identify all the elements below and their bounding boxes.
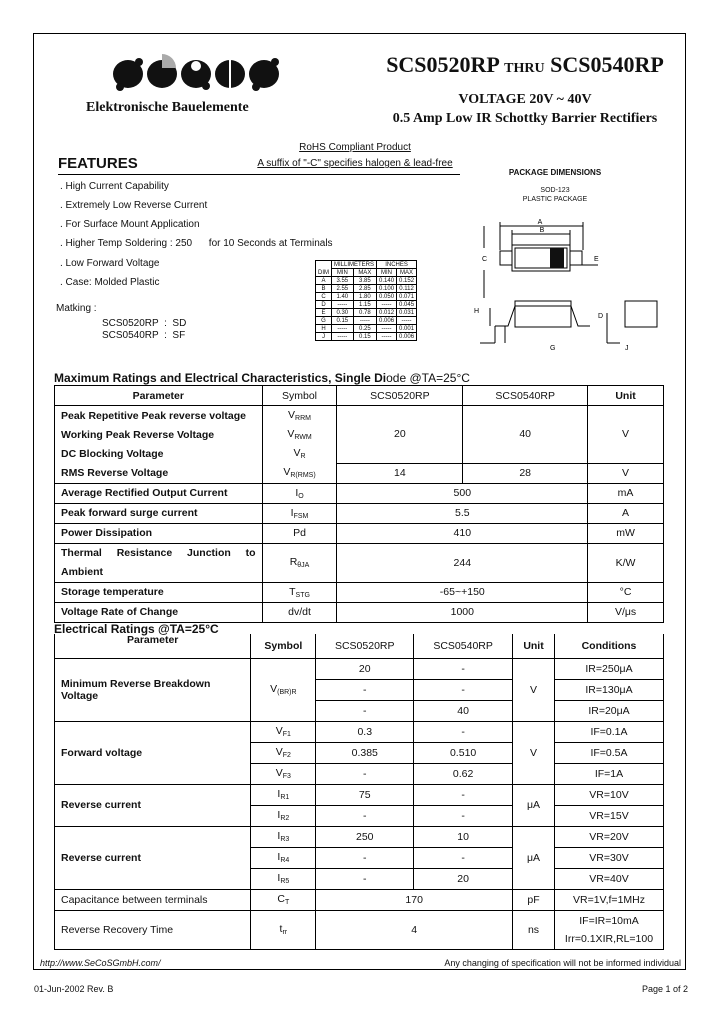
dim-label-c: C [482, 256, 488, 263]
dim-row [316, 277, 417, 285]
table-row [55, 602, 664, 622]
dim-cell: 0.25 [353, 325, 376, 333]
dim-cell: 0.112 [397, 285, 417, 293]
unit-cell: mW [588, 523, 664, 543]
dim-cell: D [316, 301, 332, 309]
table-row [55, 543, 664, 582]
value-cell: -65~+150 [337, 582, 588, 602]
dim-cell: ----- [332, 333, 354, 341]
value-cell: 500 [337, 483, 588, 503]
title-part2: SCS0540RP [550, 52, 664, 77]
voltage-range: VOLTAGE 20V ~ 40V [458, 92, 592, 107]
header-symbol: Symbol [251, 634, 316, 658]
value-cell: 244 [337, 543, 588, 582]
condition-line: Irr=0.1XIR,RL=100 [564, 932, 654, 945]
package-type-label: SOD-123 [540, 187, 570, 194]
header-parameter: Parameter [55, 634, 251, 658]
value-scs0520rp: - [316, 700, 414, 721]
dim-cell: A [316, 277, 332, 285]
parameter-cell: Peak forward surge current [55, 503, 263, 523]
unit-cell: V [513, 658, 555, 721]
symbol-cell: $V_{RWM}$ [262, 425, 337, 444]
dim-cell: 1.15 [353, 301, 376, 309]
symbol-cell: dv/dt [262, 602, 337, 622]
dim-cell: 0.15 [332, 317, 354, 325]
table-row [55, 523, 664, 543]
dim-cell: ----- [397, 317, 417, 325]
value-scs0520rp: 0.3 [316, 721, 414, 742]
rohs-note: RoHS Compliant Product [299, 142, 411, 153]
parameter-cell: Storage temperature [55, 582, 263, 602]
conditions-cell: VR=40V [555, 868, 664, 889]
dim-cell: 3.55 [332, 277, 354, 285]
symbol-cell: $I_{FSM}$ [262, 503, 337, 523]
dim-row [316, 325, 417, 333]
package-heading: PACKAGE DIMENSIONS [508, 168, 602, 177]
dim-cell: 0.152 [397, 277, 417, 285]
parameter-cell: Forward voltage [55, 721, 251, 784]
col-header: MIN [332, 269, 354, 277]
col-header: MAX [353, 269, 376, 277]
value-scs0540rp: 10 [414, 826, 513, 847]
max-ratings-heading [54, 371, 470, 385]
dim-cell: 0.30 [332, 309, 354, 317]
value-scs0540rp: - [414, 658, 513, 679]
conditions-cell: VR=10V [555, 784, 664, 805]
dim-cell: 0.78 [353, 309, 376, 317]
symbol-cell: $I_{R5}$ [251, 868, 316, 889]
dim-row [316, 309, 417, 317]
table-row [55, 889, 664, 910]
value-scs0540rp: - [414, 847, 513, 868]
dim-cell: ----- [332, 325, 354, 333]
dim-cell: 0.031 [397, 309, 417, 317]
value-scs0520rp: - [316, 763, 414, 784]
dim-cell: 0.15 [353, 333, 376, 341]
value-scs0540rp: 0.510 [414, 742, 513, 763]
dim-label-j: J [625, 345, 629, 352]
header-parameter: Parameter [55, 386, 263, 406]
unit-cell: °C [588, 582, 664, 602]
parameter-cell: Power Dissipation [55, 523, 263, 543]
symbol-cell: Pd [262, 523, 337, 543]
value-cell: 4 [316, 910, 513, 949]
max-ratings-heading-tail: ode @TA=25°C [386, 371, 470, 385]
value-cell: 5.5 [337, 503, 588, 523]
symbol-cell: $I_{R2}$ [251, 805, 316, 826]
website-link[interactable]: http://www.SeCoSGmbH.com/ [40, 958, 161, 968]
parameter-cell: DC Blocking Voltage [55, 444, 263, 463]
conditions-cell: IR=250μA [555, 658, 664, 679]
elec-ratings-heading: Electrical Ratings @TA=25°C [54, 622, 219, 636]
value-scs0520rp: - [316, 868, 414, 889]
symbol-cell: $R_{\theta JA}$ [262, 543, 337, 582]
parameter-cell: Average Rectified Output Current [55, 483, 263, 503]
parameter-cell: Peak Repetitive Peak reverse voltage [55, 406, 263, 426]
symbol-cell: $V_{F1}$ [251, 721, 316, 742]
feature-item: . Case: Molded Plastic [60, 277, 160, 288]
dim-header: DIM [316, 261, 332, 277]
page-number: Page 1 of 2 [641, 984, 688, 994]
unit-cell: K/W [588, 543, 664, 582]
value-cell: 410 [337, 523, 588, 543]
header-scs0540rp: SCS0540RP [414, 634, 513, 658]
symbol-cell: $I_O$ [262, 483, 337, 503]
header-scs0520rp: SCS0520RP [337, 386, 463, 406]
dim-cell: 0.100 [377, 285, 397, 293]
table-row [55, 721, 664, 742]
dim-cell: G [316, 317, 332, 325]
dim-cell: E [316, 309, 332, 317]
parameter-cell: Voltage Rate of Change [55, 602, 263, 622]
feature-item: . High Current Capability [60, 181, 169, 192]
page-title [375, 52, 675, 78]
marking-item: SCS0540RP : SF [102, 330, 186, 341]
package-drawing [470, 218, 670, 358]
dim-row [316, 317, 417, 325]
table-row [55, 406, 664, 426]
parameter-cell: Thermal Resistance Junction to Ambient [55, 543, 263, 582]
secos-logo [112, 52, 282, 94]
dim-label-b: B [539, 227, 545, 234]
dim-label-g: G [550, 345, 556, 352]
package-material-label: PLASTIC PACKAGE [522, 196, 588, 203]
dim-cell: ----- [377, 325, 397, 333]
marking-item: SCS0520RP : SD [102, 318, 187, 329]
col-header: MAX [397, 269, 417, 277]
dimension-table [315, 260, 417, 341]
symbol-cell: $V_R$ [262, 444, 337, 463]
unit-cell: μA [513, 784, 555, 826]
symbol-cell: $V_{R(RMS)}$ [262, 463, 337, 483]
dim-cell: 0.006 [377, 317, 397, 325]
symbol-cell: $V_{F3}$ [251, 763, 316, 784]
value-scs0520rp: 20 [337, 406, 463, 464]
symbol-cell: $V_{RRM}$ [262, 406, 337, 426]
dim-cell: C [316, 293, 332, 301]
conditions-cell: VR=30V [555, 847, 664, 868]
elec-ratings-table [54, 634, 664, 950]
unit-cell: μA [513, 826, 555, 889]
value-scs0540rp: 28 [463, 463, 588, 483]
dim-cell: J [316, 333, 332, 341]
dim-cell: 1.80 [353, 293, 376, 301]
header-unit: Unit [513, 634, 555, 658]
value-scs0540rp: 20 [414, 868, 513, 889]
symbol-cell: $I_{R3}$ [251, 826, 316, 847]
features-heading: FEATURES [58, 155, 138, 172]
value-scs0520rp: - [316, 805, 414, 826]
parameter-cell: RMS Reverse Voltage [55, 463, 263, 483]
value-scs0520rp: - [316, 847, 414, 868]
suffix-note: A suffix of "-C" specifies halogen & lead-free [257, 158, 453, 169]
table-row [55, 910, 664, 949]
value-scs0540rp: 0.62 [414, 763, 513, 784]
dim-row [316, 333, 417, 341]
symbol-cell: $I_{R1}$ [251, 784, 316, 805]
symbol-cell: $C_T$ [251, 889, 316, 910]
value-scs0540rp: - [414, 784, 513, 805]
feature-item: . Low Forward Voltage [60, 258, 160, 269]
conditions-cell: IR=20μA [555, 700, 664, 721]
dim-cell: 3.85 [353, 277, 376, 285]
value-scs0540rp: 40 [414, 700, 513, 721]
value-cell: 170 [316, 889, 513, 910]
header-scs0520rp: SCS0520RP [316, 634, 414, 658]
table-row [55, 784, 664, 805]
unit-cell: A [588, 503, 664, 523]
col-header: MIN [377, 269, 397, 277]
conditions-cell: IF=0.5A [555, 742, 664, 763]
dim-cell: ----- [377, 301, 397, 309]
unit-cell: pF [513, 889, 555, 910]
symbol-cell: $t_{rr}$ [251, 910, 316, 949]
value-scs0540rp: - [414, 721, 513, 742]
mm-header: MILLIMETERS [332, 261, 377, 269]
dim-label-e: E [594, 256, 599, 263]
condition-line: IF=IR=10mA [579, 914, 639, 927]
dim-cell: 2.85 [353, 285, 376, 293]
product-subtitle: 0.5 Amp Low IR Schottky Barrier Rectifiers [392, 111, 658, 126]
spec-notice: Any changing of specification will not be informed individual [444, 958, 681, 968]
value-scs0540rp: 40 [463, 406, 588, 464]
dim-label-a: A [537, 219, 543, 226]
dim-cell: 0.140 [377, 277, 397, 285]
package-type [455, 186, 655, 204]
dim-cell: 1.40 [332, 293, 354, 301]
table-row [55, 582, 664, 602]
max-ratings-table [54, 385, 664, 623]
header-conditions: Conditions [555, 634, 664, 658]
conditions-cell: VR=15V [555, 805, 664, 826]
dim-label-d: D [598, 313, 604, 320]
parameter-cell: Reverse Recovery Time [55, 910, 251, 949]
dim-cell: 0.071 [397, 293, 417, 301]
unit-cell: ns [513, 910, 555, 949]
value-scs0520rp: 20 [316, 658, 414, 679]
dim-cell: ----- [332, 301, 354, 309]
title-thru: THRU [504, 61, 545, 76]
parameter-cell: Minimum Reverse Breakdown Voltage [55, 658, 251, 721]
symbol-cell: $V_{(BR)R}$ [251, 658, 316, 721]
symbol-cell: $T_{STG}$ [262, 582, 337, 602]
dim-cell: B [316, 285, 332, 293]
dim-cell: 0.006 [397, 333, 417, 341]
table-row [55, 483, 664, 503]
value-scs0540rp: - [414, 805, 513, 826]
dim-cell: 0.001 [397, 325, 417, 333]
table-row [55, 658, 664, 679]
header-symbol: Symbol [262, 386, 337, 406]
title-part1: SCS0520RP [386, 52, 499, 77]
conditions-cell: IF=1A [555, 763, 664, 784]
dim-cell: ----- [353, 317, 376, 325]
value-scs0520rp: 0.385 [316, 742, 414, 763]
value-scs0520rp: 250 [316, 826, 414, 847]
header-scs0540rp: SCS0540RP [463, 386, 588, 406]
dim-cell: 0.012 [377, 309, 397, 317]
revision-date: 01-Jun-2002 Rev. B [34, 984, 114, 994]
conditions-cell: VR=1V,f=1MHz [555, 889, 664, 910]
parameter-cell: Capacitance between terminals [55, 889, 251, 910]
conditions-cell: IR=130μA [555, 679, 664, 700]
symbol-cell: $I_{R4}$ [251, 847, 316, 868]
unit-cell: V [588, 463, 664, 483]
dim-cell: ----- [377, 333, 397, 341]
unit-cell: V [513, 721, 555, 784]
unit-cell: V [588, 406, 664, 464]
unit-cell: V/μs [588, 602, 664, 622]
dim-cell: 2.55 [332, 285, 354, 293]
company-tagline: Elektronische Bauelemente [86, 100, 249, 115]
features-divider [58, 174, 460, 175]
value-cell: 1000 [337, 602, 588, 622]
symbol-cell: $V_{F2}$ [251, 742, 316, 763]
value-scs0520rp: - [316, 679, 414, 700]
table-row [55, 826, 664, 847]
dim-row [316, 293, 417, 301]
marking-label: Matking : [56, 303, 97, 314]
conditions-cell: VR=20V [555, 826, 664, 847]
value-scs0520rp: 75 [316, 784, 414, 805]
dim-row [316, 301, 417, 309]
dim-cell: 0.050 [377, 293, 397, 301]
feature-item: . For Surface Mount Application [60, 219, 200, 230]
value-scs0520rp: 14 [337, 463, 463, 483]
max-ratings-heading-text: Maximum Ratings and Electrical Characteristics, Single Di [54, 371, 387, 385]
table-row [55, 463, 664, 483]
parameter-cell: Working Peak Reverse Voltage [55, 425, 263, 444]
parameter-cell: Reverse current [55, 784, 251, 826]
dim-row [316, 285, 417, 293]
unit-cell: mA [588, 483, 664, 503]
table-row [55, 503, 664, 523]
parameter-cell: Reverse current [55, 826, 251, 889]
header-unit: Unit [588, 386, 664, 406]
dim-cell: H [316, 325, 332, 333]
value-scs0540rp: - [414, 679, 513, 700]
dim-label-h: H [474, 308, 480, 315]
feature-item: . Higher Temp Soldering : 250 for 10 Seconds at Terminals [60, 238, 333, 249]
dim-cell: 0.045 [397, 301, 417, 309]
inch-header: INCHES [377, 261, 417, 269]
feature-item: . Extremely Low Reverse Current [60, 200, 208, 211]
conditions-cell [555, 910, 664, 949]
conditions-cell: IF=0.1A [555, 721, 664, 742]
